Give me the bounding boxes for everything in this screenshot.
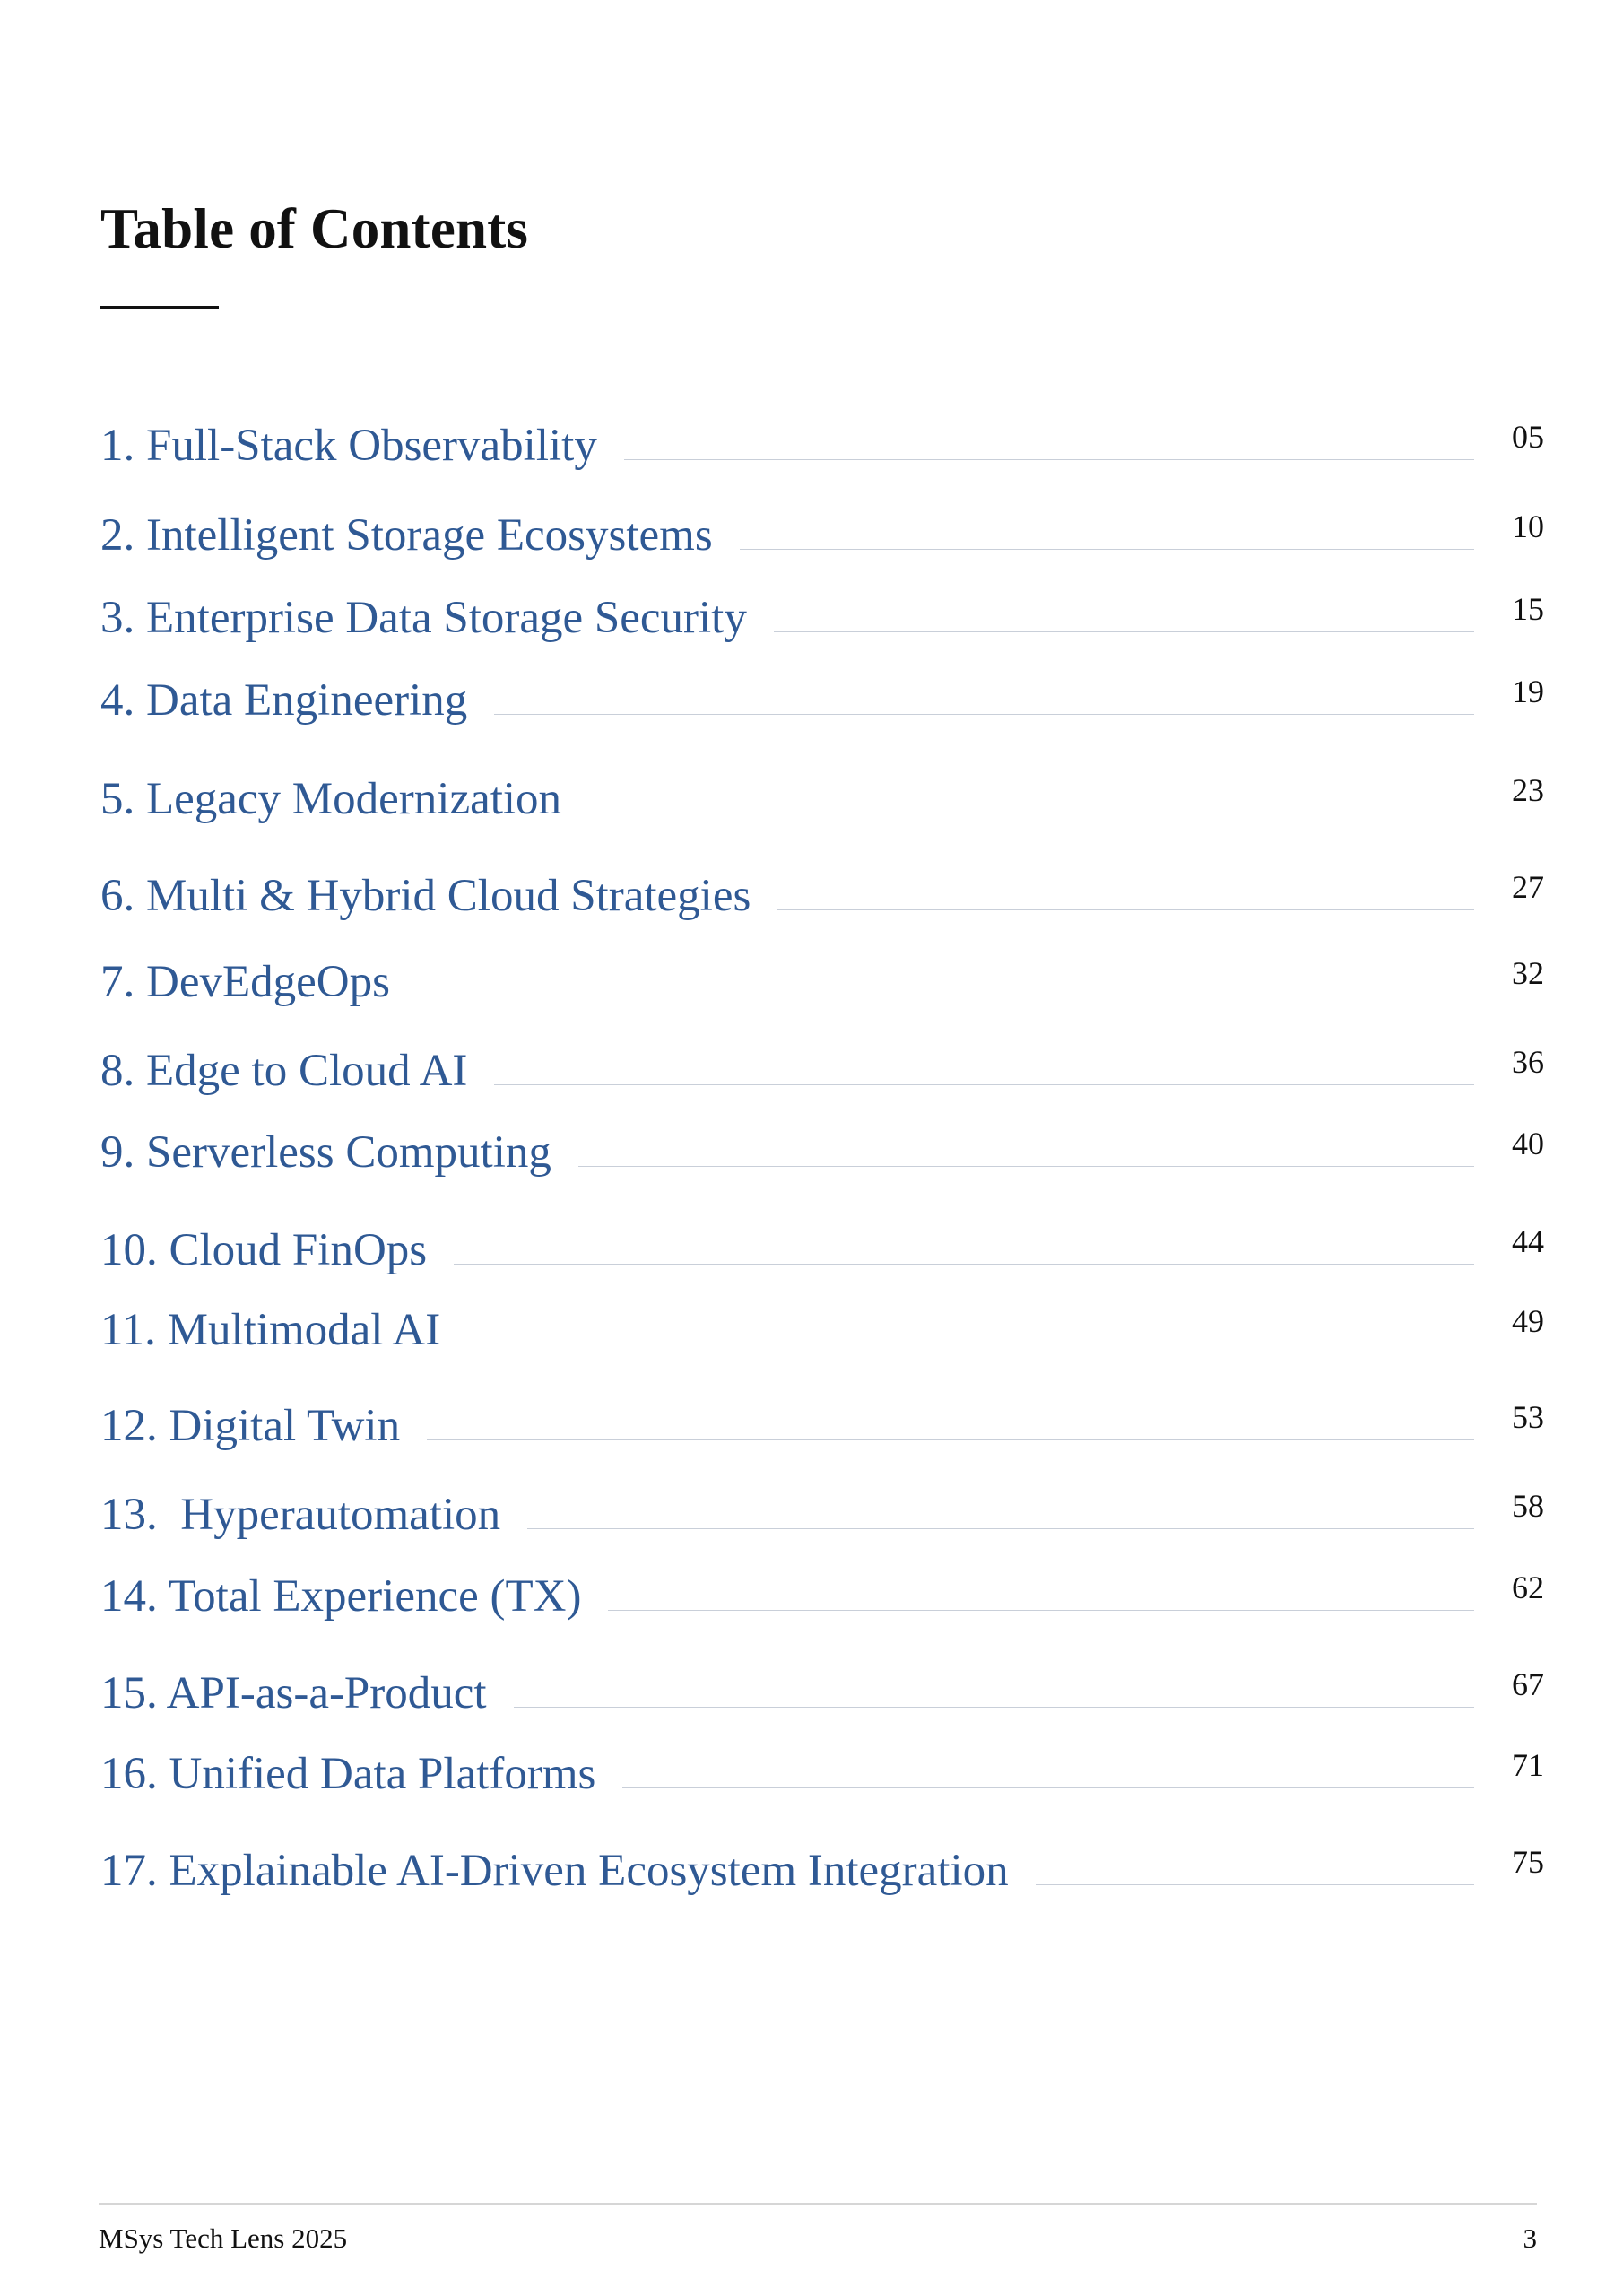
toc-entry[interactable]	[100, 587, 1544, 649]
toc-entry-label[interactable]: 16. Unified Data Platforms	[100, 1749, 596, 1799]
toc-page-number: 53	[1512, 1399, 1544, 1435]
toc-leader-line	[622, 1787, 1474, 1788]
toc-entry-label[interactable]: 6. Multi & Hybrid Cloud Strategies	[100, 871, 751, 921]
toc-leader-line	[427, 1439, 1474, 1440]
toc-entry[interactable]	[100, 951, 1544, 1013]
toc-entry-label[interactable]: 17. Explainable AI-Driven Ecosystem Integration	[100, 1846, 1009, 1896]
toc-entry-label[interactable]: 3. Enterprise Data Storage Security	[100, 593, 747, 643]
toc-entry[interactable]	[100, 669, 1544, 732]
toc-leader-line	[608, 1610, 1474, 1611]
toc-entry-label[interactable]: 12. Digital Twin	[100, 1401, 401, 1451]
toc-entry[interactable]	[100, 1299, 1544, 1361]
toc-leader-line	[527, 1528, 1474, 1529]
toc-entry[interactable]	[100, 1743, 1544, 1805]
toc-entry[interactable]	[100, 1219, 1544, 1282]
toc-entry-label[interactable]: 7. DevEdgeOps	[100, 957, 390, 1007]
toc-entry[interactable]	[100, 414, 1544, 477]
toc-entry[interactable]	[100, 1662, 1544, 1725]
toc-page-number: 58	[1512, 1488, 1544, 1524]
toc-entry-label[interactable]: 5. Legacy Modernization	[100, 774, 562, 824]
toc-page-number: 15	[1512, 591, 1544, 627]
toc-entry[interactable]	[100, 768, 1544, 831]
toc-leader-line	[578, 1166, 1474, 1167]
toc-page-number: 75	[1512, 1844, 1544, 1880]
toc-leader-line	[777, 909, 1474, 910]
toc-page-number: 32	[1512, 955, 1544, 991]
toc-page-number: 49	[1512, 1303, 1544, 1339]
toc-leader-line	[1036, 1884, 1474, 1885]
toc-leader-line	[740, 549, 1474, 550]
toc-entry-label[interactable]: 13. Hyperautomation	[100, 1490, 501, 1540]
toc-entry[interactable]	[100, 504, 1544, 567]
toc-page-number: 23	[1512, 772, 1544, 808]
footer-page-number: 3	[1523, 2222, 1537, 2254]
toc-leader-line	[774, 631, 1474, 632]
toc-entry[interactable]	[100, 1483, 1544, 1546]
toc-page-number: 71	[1512, 1747, 1544, 1783]
footer-divider	[99, 2203, 1537, 2205]
toc-entry-label[interactable]: 1. Full-Stack Observability	[100, 421, 597, 471]
toc-entry[interactable]	[100, 1039, 1544, 1102]
toc-entry[interactable]	[100, 1839, 1544, 1902]
toc-entry[interactable]	[100, 1395, 1544, 1457]
toc-entry-label[interactable]: 2. Intelligent Storage Ecosystems	[100, 510, 713, 561]
toc-entry-label[interactable]: 10. Cloud FinOps	[100, 1225, 428, 1275]
toc-entry[interactable]	[100, 865, 1544, 927]
toc-page-number: 36	[1512, 1044, 1544, 1080]
toc-leader-line	[494, 714, 1474, 715]
toc-leader-line	[624, 459, 1474, 460]
toc-entry[interactable]	[100, 1565, 1544, 1628]
toc-page-number: 27	[1512, 869, 1544, 905]
toc-page-number: 44	[1512, 1223, 1544, 1259]
toc-page-number: 19	[1512, 674, 1544, 709]
toc-entry-label[interactable]: 9. Serverless Computing	[100, 1127, 551, 1178]
footer-publication-title: MSys Tech Lens 2025	[99, 2222, 348, 2254]
toc-page-number: 40	[1512, 1126, 1544, 1161]
toc-page-number: 10	[1512, 509, 1544, 544]
toc-page-number: 67	[1512, 1666, 1544, 1702]
toc-entry-label[interactable]: 14. Total Experience (TX)	[100, 1571, 582, 1622]
toc-page-number: 05	[1512, 419, 1544, 455]
toc-entry-label[interactable]: 4. Data Engineering	[100, 675, 468, 726]
toc-entry-label[interactable]: 15. API-as-a-Product	[100, 1668, 487, 1718]
toc-page-number: 62	[1512, 1570, 1544, 1605]
toc-entry-label[interactable]: 8. Edge to Cloud AI	[100, 1046, 468, 1096]
page-title: Table of Contents	[100, 197, 529, 260]
toc-leader-line	[494, 1084, 1474, 1085]
toc-entry[interactable]	[100, 1121, 1544, 1184]
toc-leader-line	[514, 1707, 1474, 1708]
toc-leader-line	[454, 1264, 1474, 1265]
toc-entry-label[interactable]: 11. Multimodal AI	[100, 1305, 441, 1355]
